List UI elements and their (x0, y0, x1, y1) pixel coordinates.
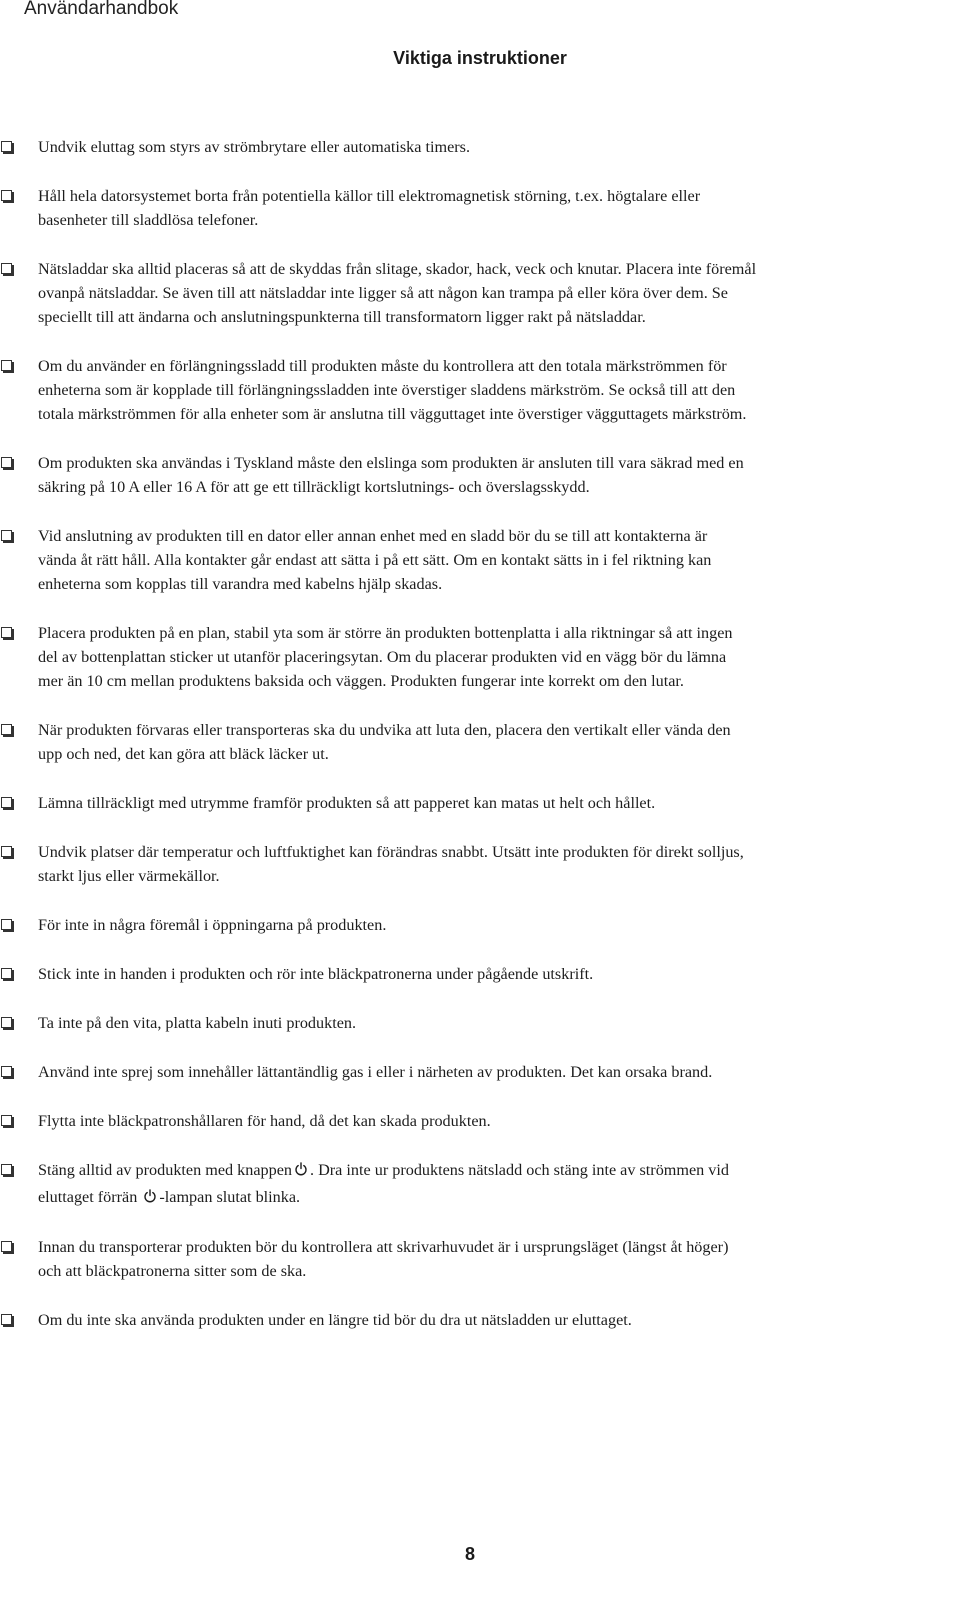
checkbox-bullet-icon (1, 797, 12, 808)
checkbox-bullet-icon (1, 141, 12, 152)
checkbox-bullet-icon (1, 1115, 12, 1126)
list-item-text: Nätsladdar ska alltid placeras så att de skyddas från slitage, skador, hack, veck och knutar. Placera inte föremål ovanpå nätsladdar. Se även till att nätsladdar inte ligger så att någon kan trampa på eller köra över dem. Se speciellt till att ändarna och anslutningspunkterna till transformatorn ligger rakt på nätsladdar. (38, 260, 757, 326)
list-item-text: Innan du transporterar produkten bör du kontrollera att skrivarhuvudet är i ursprungsläget (längst åt höger) och att bläckpatronerna sitter som de ska. (38, 1238, 729, 1280)
list-item-text: Ta inte på den vita, platta kabeln inuti produkten. (38, 1014, 357, 1032)
list-item-text: Lämna tillräckligt med utrymme framför produkten så att papperet kan matas ut helt och hållet. (38, 794, 656, 812)
checkbox-bullet-icon (1, 968, 12, 979)
checkbox-bullet-icon (1, 530, 12, 541)
power-icon (294, 1162, 308, 1176)
checkbox-bullet-icon (1, 263, 12, 274)
list-item-text (38, 1158, 948, 1209)
checkbox-bullet-icon (1, 1066, 12, 1077)
power-text-2a: eluttaget förrän (38, 1188, 138, 1206)
checkbox-bullet-icon (1, 1017, 12, 1028)
list-item-text: Om produkten ska användas i Tyskland måste den elslinga som produkten är ansluten till vara säkrad med en säkring på 10 A eller 16 A för att ge ett tillräckligt kortslutnings- och överslagsskydd. (38, 454, 744, 496)
list-item-text: Om du inte ska använda produkten under en längre tid bör du dra ut nätsladden ur eluttaget. (38, 1311, 632, 1329)
list-item-text: Undvik platser där temperatur och luftfuktighet kan förändras snabbt. Utsätt inte produkten för direkt solljus, starkt ljus eller värmekällor. (38, 843, 744, 885)
checkbox-bullet-icon (1, 360, 12, 371)
checkbox-bullet-icon (1, 846, 12, 857)
page-number: 8 (464, 1544, 475, 1564)
section-title: Viktiga instruktioner (393, 48, 567, 68)
checkbox-bullet-icon (1, 724, 12, 735)
checkbox-bullet-icon (1, 627, 12, 638)
list-item-text: När produkten förvaras eller transporteras ska du undvika att luta den, placera den vertikalt eller vända den upp och ned, det kan göra att bläck läcker ut. (38, 721, 731, 763)
power-text-1b: . Dra inte ur produktens nätsladd och stäng inte av strömmen vid (310, 1161, 729, 1179)
power-text-2b: -lampan slutat blinka. (159, 1188, 301, 1206)
list-item-text: Undvik eluttag som styrs av strömbrytare eller automatiska timers. (38, 138, 471, 156)
checkbox-bullet-icon (1, 1164, 12, 1175)
list-item-text: Om du använder en förlängningssladd till produkten måste du kontrollera att den totala märkströmmen för enheterna som är kopplade till förlängningssladden inte överstiger sladdens märkström. Se också till att den totala märkströmmen för alla enheter som är anslutna till vägguttaget inte överstiger vägguttagets märkström. (38, 357, 747, 423)
list-item-text: Vid anslutning av produkten till en dator eller annan enhet med en sladd bör du se till att kontakterna är vända åt rätt håll. Alla kontakter går endast att sätta i på ett sätt. Om en kontakt sätts in i fel riktning kan enheterna som kopplas till varandra med kabelns hjälp skadas. (38, 527, 712, 593)
checkbox-bullet-icon (1, 190, 12, 201)
list-item-text: Använd inte sprej som innehåller lättantändlig gas i eller i närheten av produkten. Det kan orsaka brand. (38, 1063, 713, 1081)
checkbox-bullet-icon (1, 457, 12, 468)
list-item-text: Placera produkten på en plan, stabil yta som är större än produkten bottenplatta i alla riktningar så att ingen del av bottenplattan sticker ut utanför placeringsytan. Om du placerar produkten vid en vägg bör du lämna mer än 10 cm mellan produktens baksida och väggen. Produkten fungerar inte korrekt om den lutar. (38, 624, 733, 690)
list-item-text: För inte in några föremål i öppningarna på produkten. (38, 916, 387, 934)
running-header: Användarhandbok (24, 0, 179, 19)
list-item-text: Stick inte in handen i produkten och rör inte bläckpatronerna under pågående utskrift. (38, 965, 594, 983)
checkbox-bullet-icon (1, 1314, 12, 1325)
checkbox-bullet-icon (1, 1241, 12, 1252)
power-icon (143, 1189, 157, 1203)
checkbox-bullet-icon (1, 919, 12, 930)
list-item-text: Håll hela datorsystemet borta från potentiella källor till elektromagnetisk störning, t.ex. högtalare eller basenheter till sladdlösa telefoner. (38, 187, 701, 229)
power-text-1a: Stäng alltid av produkten med knappen (38, 1161, 292, 1179)
list-item-text: Flytta inte bläckpatronshållaren för hand, då det kan skada produkten. (38, 1112, 491, 1130)
